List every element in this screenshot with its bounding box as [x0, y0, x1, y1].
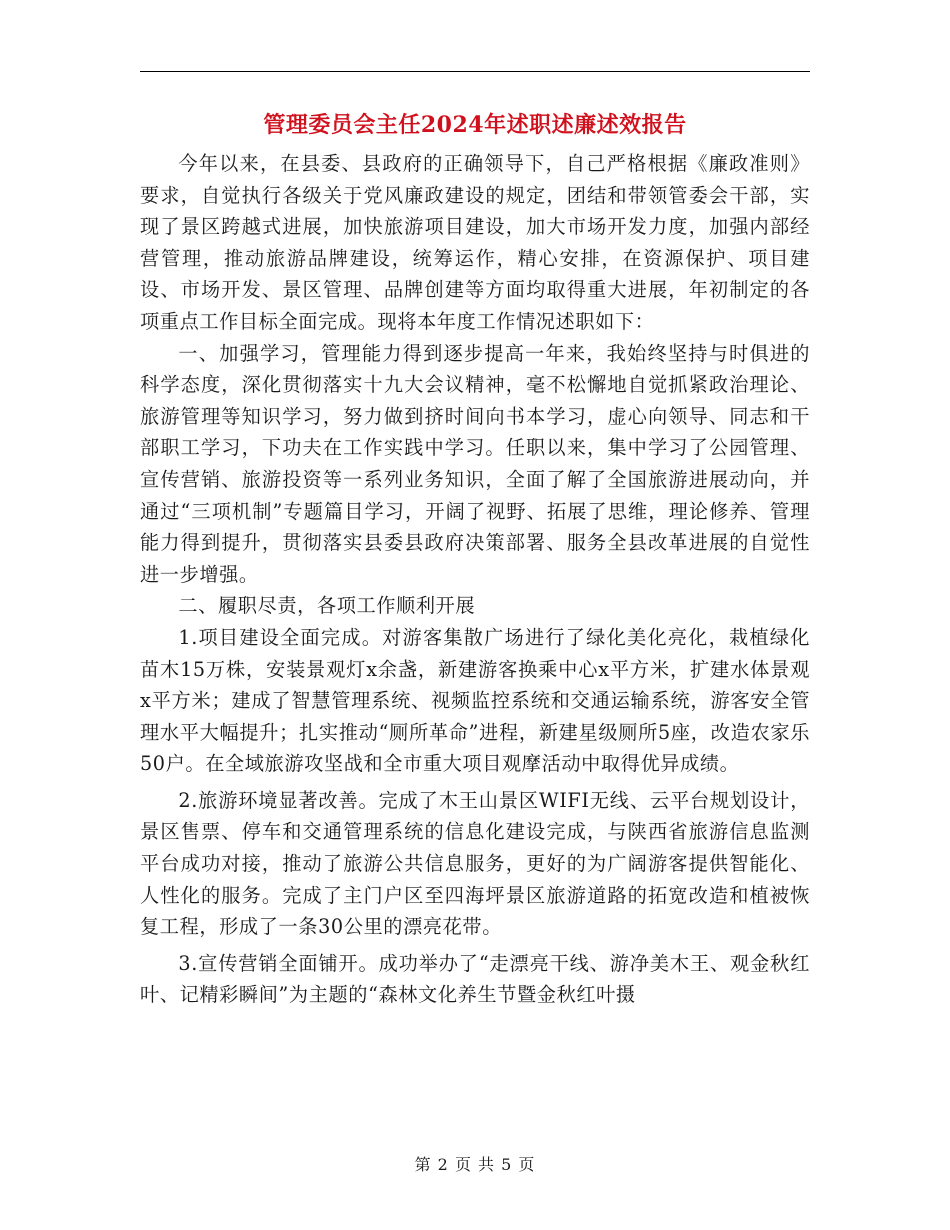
document-title: 管理委员会主任2024年述职述廉述效报告 — [263, 112, 687, 138]
paragraph-item-2: 2.旅游环境显著改善。完成了木王山景区WIFI无线、云平台规划设计，景区售票、停车和交通管理系统的信息化建设完成，与陕西省旅游信息监测平台成功对接，推动了旅游公共信息服务，更好的为广阔游客提供智能化、人性化的服务。完成了主门户区至四海坪景区旅游道路的拓宽改造和植被恢复工程，形成了一条30公里的漂亮花带。 — [140, 788, 810, 939]
paragraph-section-2-heading: 二、履职尽责，各项工作顺利开展 — [178, 594, 476, 618]
paragraph-item-3: 3.宣传营销全面铺开。成功举办了“走漂亮干线、游净美木王、观金秋红叶、记精彩瞬间”为主题的“森林文化养生节暨金秋红叶摄 — [140, 951, 810, 1007]
paragraph-item-1: 1.项目建设全面完成。对游客集散广场进行了绿化美化亮化，栽植绿化苗木15万株，安装景观灯x余盏，新建游客换乘中心x平方米，扩建水体景观x平方米；建成了智慧管理系统、视频监控系统和交通运输系统，游客安全管理水平大幅提升；扎实推动“厕所革命”进程，新建星级厕所5座，改造农家乐50户。在全域旅游攻坚战和全市重大项目观摩活动中取得优异成绩。 — [140, 625, 810, 776]
page-number-footer: 第 2 页 共 5 页 — [414, 1155, 536, 1174]
header-rule — [140, 71, 810, 72]
paragraph-section-1: 一、加强学习，管理能力得到逐步提高一年来，我始终坚持与时俱进的科学态度，深化贯彻落实十九大会议精神，毫不松懈地自觉抓紧政治理论、旅游管理等知识学习，努力做到挤时间向书本学习，虚心向领导、同志和干部职工学习，下功夫在工作实践中学习。任职以来，集中学习了公园管理、宣传营销、旅游投资等一系列业务知识，全面了解了全国旅游进展动向，并通过“三项机制”专题篇目学习，开阔了视野、拓展了思维，理论修养、管理能力得到提升，贯彻落实县委县政府决策部署、服务全县改革进展的自觉性进一步增强。 — [140, 341, 810, 586]
paragraph-intro: 今年以来，在县委、县政府的正确领导下，自己严格根据《廉政准则》要求，自觉执行各级关于党风廉政建设的规定，团结和带领管委会干部，实现了景区跨越式进展，加快旅游项目建设，加大市场开发力度，加强内部经营管理，推动旅游品牌建设，统筹运作，精心安排，在资源保护、项目建设、市场开发、景区管理、品牌创建等方面均取得重大进展，年初制定的各项重点工作目标全面完成。现将本年度工作情况述职如下： — [140, 152, 810, 333]
document-body — [140, 148, 810, 1011]
